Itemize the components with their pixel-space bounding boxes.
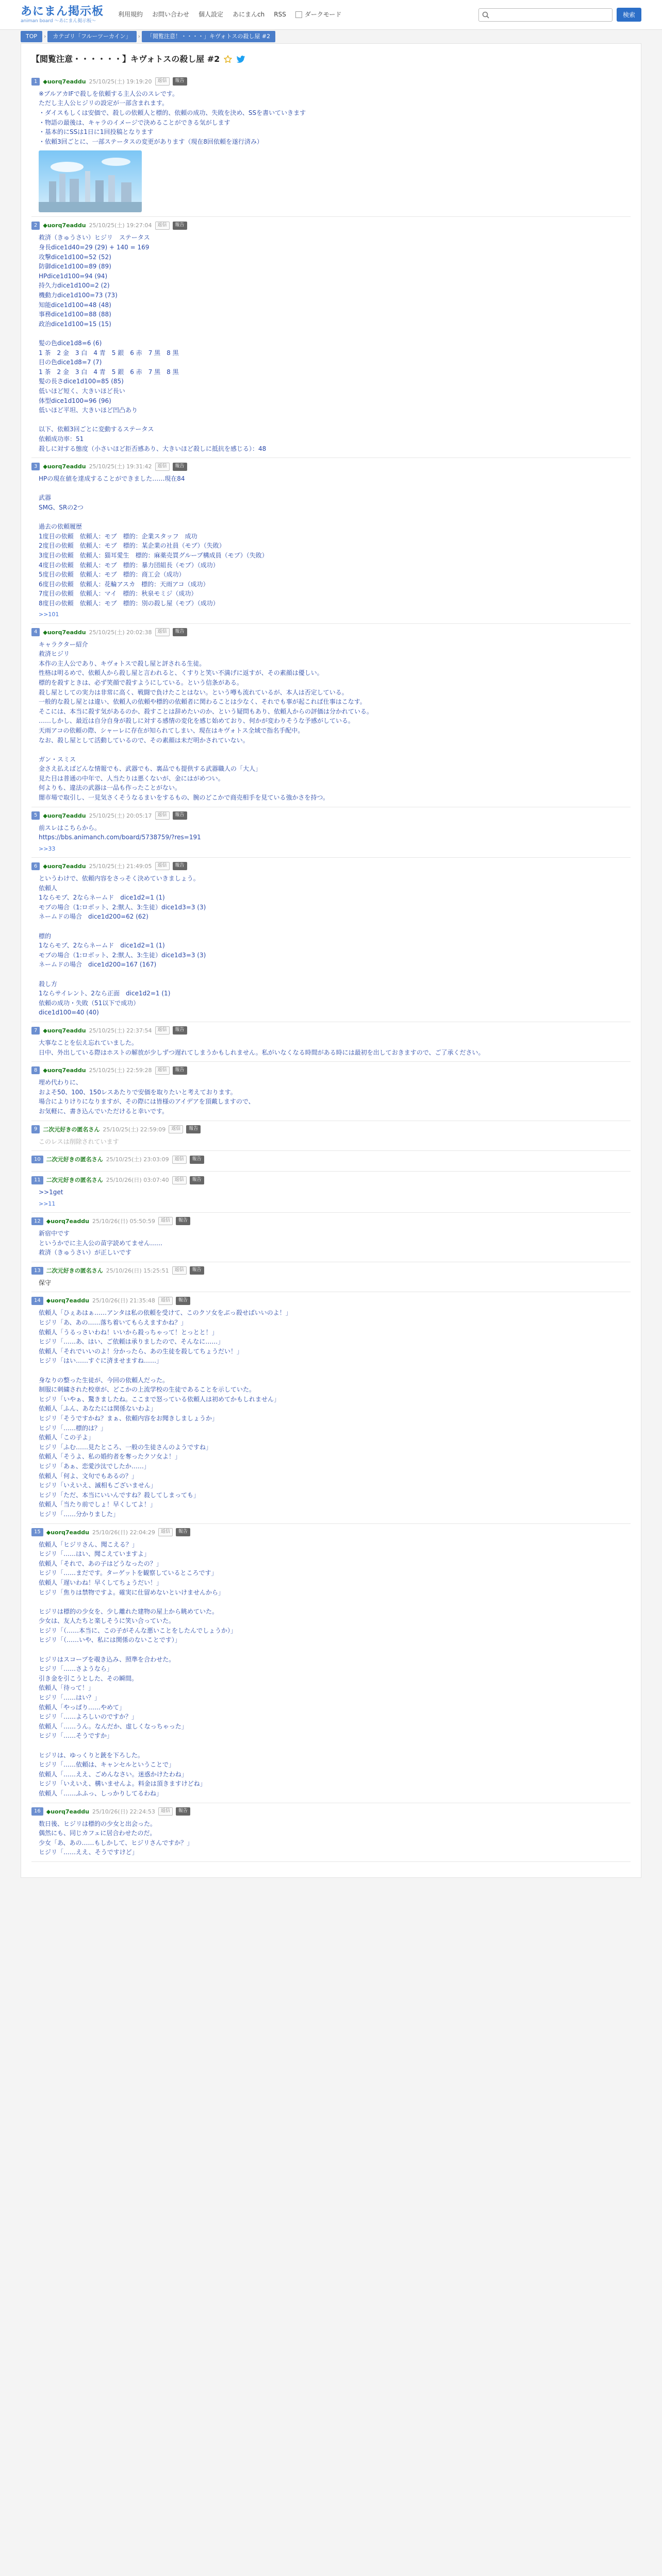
post-header: [31, 1155, 631, 1164]
report-button[interactable]: 報告: [176, 1807, 190, 1816]
search-input[interactable]: [492, 11, 609, 19]
report-button[interactable]: 報告: [176, 1528, 190, 1536]
breadcrumb-top[interactable]: TOP: [21, 31, 42, 42]
post-author: ◆uorq7eaddu: [43, 1027, 86, 1034]
nav-contact[interactable]: お問い合わせ: [152, 11, 190, 19]
post-author: ◆uorq7eaddu: [46, 1808, 89, 1815]
report-button[interactable]: 報告: [186, 1125, 201, 1133]
post-header: [31, 77, 631, 86]
post-body: 依頼人「ヒジリさん、聞こえる？」 ヒジリ「……はい、聞こえていますよ」 依頼人「それで、あの子はどうなったの？」 ヒジリ「……まだです。ターゲットを観察しているところです」 依頼人「遅いわね！早くしてちょうだい！」 ヒジリ「焦りは禁物ですよ。確実に仕留めないといけませんから」 ヒジリは標的の少女を、少し離れた建物の屋上から眺めていた。 少女は、友人たちと楽しそうに笑い合っていた。 ヒジリ「（……本当に、この子がそんな悪いことをしたんでしょうか）」 ヒジリ「（……いや、私には関係のないことです）」 ヒジリはスコープを覗き込み、照準を合わせた。 ヒジリ「……さようなら」 引き金を引こうとした、その瞬間。 依頼人「待って！」 ヒジリ「……はい？」 依頼人「やっぱり……やめて」 ヒジリ「……よろしいのですか？」 依頼人「……うん。なんだか、虚しくなっちゃった」 ヒジリ「……そうですか」 ヒジリは、ゆっくりと銃を下ろした。 ヒジリ「……依頼は、キャンセルということで」 依頼人「……ええ、ごめんなさい。迷惑かけたわね」 ヒジリ「いえいえ、構いませんよ。料金は頂きますけどね」 依頼人「……ふふっ、しっかりしてるわね」: [39, 1540, 237, 1797]
reply-button[interactable]: 返信: [158, 1217, 173, 1225]
post-body: ※ブルアカIFで殺しを依頼する主人公のスレです。 ただし主人公ヒジリの設定が一部含まれます。 ・ダイスもしくは安価で、殺しの依頼人と標的、依頼の成功、失敗を決め、SSを書いていきます ・物語の最後は、キャラのイメージで決めることができる気がします ・基本的にSSは1日に1回投稿となります ・依頼3回ごとに、一部ステータスの変更があります（現在8回依頼を遂行済み）: [39, 90, 306, 145]
report-button[interactable]: 報告: [173, 1066, 187, 1075]
post: [31, 1121, 631, 1151]
reply-button[interactable]: 返信: [172, 1156, 187, 1164]
post-date: 25/10/26(日) 05:50:59: [92, 1217, 155, 1225]
post-header: [31, 1066, 631, 1075]
favorite-star-icon[interactable]: [224, 55, 232, 63]
post-author: ◆uorq7eaddu: [43, 862, 86, 870]
post-body: 依頼人「ひぇあはぁ……アンタは私の依頼を受けて、このクソ女をぶっ殺せばいいのよ！」 ヒジリ「あ、あの……落ち着いてもらえますかね？」 依頼人「うるっさいわね！いいから殺っちゃって！とっとと！」 ヒジリ「……あ、はい、ご依頼は承りましたので、そんなに……」 依頼人「それでいいのよ！分かったら、あの生徒を殺してちょうだい！」 ヒジリ「はい……すぐに済ませますね……」 身なりの整った生徒が、今回の依頼人だった。 制服に刺繍された校章が、どこかの上流学校の生徒であることを示していた。 ヒジリ「いやぁ、驚きましたね。ここまで怒っている依頼人は初めてかもしれません」 依頼人「ふん、あなたには関係ないわよ」 ヒジリ「そうですかね？まぁ、依頼内容をお聞きしましょうか」 ヒジリ「……標的は？」 依頼人「この子よ」 ヒジリ「ふむ……見たところ、一般の生徒さんのようですね」 依頼人「そうよ、私の婚約者を奪ったクソ女よ！」 ヒジリ「あぁ、恋愛沙汰でしたか……」 依頼人「何よ、文句でもあるの？」 ヒジリ「いえいえ、滅相もございません」 ヒジリ「ただ、本当にいいんですね？殺してしまっても」 依頼人「当たり前でしょ！早くしてよ！」 ヒジリ「……分かりました」: [39, 1309, 292, 1518]
reply-button[interactable]: 返信: [158, 1297, 173, 1305]
post-date: 25/10/25(土) 19:27:04: [89, 222, 152, 229]
post: [31, 1062, 631, 1121]
dark-mode-toggle[interactable]: [295, 10, 342, 20]
reply-button[interactable]: 返信: [155, 1026, 170, 1035]
post-body: というわけで、依頼内容をさっそく決めていきましょう。 依頼人 1ならモブ、2ならネームド dice1d2=1 (1) モブの場合（1:ロボット、2:獣人、3:生徒）dice1d3=3 (3) ネームドの場合 dice1d200=62 (62) 標的 1ならモブ、2ならネームド dice1d2=1 (1) モブの場合（1:ロボット、2:獣人、3:生徒）dice1d3=3 (3) ネームドの場合 dice1d200=167 (167) 殺し方 1ならサイレント、2なら正面 dice1d2=1 (1) 依頼の成功・失敗（51以下で成功） dice1d100=40 (40): [39, 874, 206, 1016]
reply-anchor-link[interactable]: >>101: [39, 611, 59, 618]
post-number[interactable]: 10: [31, 1156, 43, 1164]
post: [31, 1172, 631, 1213]
post-author: ◆uorq7eaddu: [46, 1297, 89, 1304]
post-author: ◆uorq7eaddu: [46, 1529, 89, 1536]
post-image[interactable]: [39, 150, 142, 212]
report-button[interactable]: 報告: [173, 463, 187, 471]
post-author: ◆uorq7eaddu: [43, 629, 86, 636]
post-date: 25/10/25(土) 23:03:09: [106, 1156, 169, 1163]
thread-title: 【閲覧注意・・・・・・】キヴォトスの殺し屋 #2: [31, 54, 220, 64]
site-logo[interactable]: [21, 5, 104, 24]
post: [31, 1213, 631, 1262]
post-body: 新宿中です というかでに主人公の苗字読めてません…… 救済（きゅうさい）が正しいです: [39, 1229, 163, 1257]
post-author: 二次元好きの匿名さん: [46, 1177, 103, 1184]
post-header: [31, 811, 631, 820]
report-button[interactable]: 報告: [173, 628, 187, 636]
post-header: [31, 1125, 631, 1134]
reply-button[interactable]: 返信: [158, 1807, 173, 1816]
breadcrumb-separator-icon: ›: [44, 33, 46, 40]
post: [31, 458, 631, 623]
logo-text: あにまん掲示板: [21, 5, 104, 18]
post: [31, 1022, 631, 1062]
thread-container: [21, 43, 641, 1878]
report-button[interactable]: 報告: [190, 1266, 204, 1275]
post-body: 保守: [39, 1279, 52, 1286]
post-author: ◆uorq7eaddu: [43, 78, 86, 85]
post-author: 二次元好きの匿名さん: [46, 1267, 103, 1274]
reply-button[interactable]: 返信: [158, 1528, 173, 1536]
nav-terms[interactable]: 利用規約: [118, 11, 143, 19]
post-header: [31, 1176, 631, 1184]
search-button[interactable]: 検索: [617, 8, 641, 22]
report-button[interactable]: 報告: [176, 1217, 190, 1225]
post-header: [31, 221, 631, 230]
post-number[interactable]: 15: [31, 1528, 43, 1536]
post-number[interactable]: 7: [31, 1027, 40, 1035]
post: [31, 1262, 631, 1293]
post-header: [31, 1528, 631, 1537]
post-body: >>1get: [39, 1189, 63, 1196]
post-date: 25/10/25(土) 21:49:05: [89, 862, 152, 870]
report-button[interactable]: 報告: [190, 1156, 204, 1164]
reply-button[interactable]: 返信: [155, 628, 170, 636]
post-date: 25/10/25(土) 20:02:38: [89, 629, 152, 636]
post-body: HPの現在値を達成することができました……現在84 武器 SMG、SRの2つ 過去の依頼履歴 1度目の依頼 依頼人：モブ 標的：企業スタッフ 成功 2度目の依頼 依頼人：モブ 標的：某企業の社員（モブ）（失敗） 3度目の依頼 依頼人：猫耳愛生 標的：麻薬売買グループ構成員（モブ）（失敗） 4度目の依頼 依頼人：モブ 標的：暴力団組長（モブ）（成功） 5度目の依頼 依頼人：モブ 標的：商工会（成功） 6度目の依頼 依頼人：花輪アスカ 標的：天雨アコ（成功） 7度目の依頼 依頼人：マイ 標的：秋泉モミジ（成功） 8度目の依頼 依頼人：モブ 標的：別の殺し屋（モブ）（成功）: [39, 475, 268, 607]
breadcrumb-category[interactable]: カテゴリ「フルーツーカイン」: [47, 31, 136, 42]
search-box: [478, 8, 613, 22]
post-date: 25/10/25(土) 20:05:17: [89, 812, 152, 819]
breadcrumb: [0, 30, 662, 43]
post-number[interactable]: 9: [31, 1125, 40, 1133]
reply-anchor-link[interactable]: >>33: [39, 845, 56, 852]
report-button[interactable]: 報告: [173, 77, 187, 86]
post: [31, 1524, 631, 1803]
post-number[interactable]: 4: [31, 628, 40, 636]
reply-button[interactable]: 返信: [169, 1125, 183, 1133]
post-number[interactable]: 8: [31, 1066, 40, 1075]
reply-button[interactable]: 返信: [155, 811, 170, 820]
post: [31, 858, 631, 1022]
post-number[interactable]: 2: [31, 222, 40, 230]
post-header: [31, 862, 631, 871]
reply-button[interactable]: 返信: [172, 1176, 187, 1184]
post: [31, 1292, 631, 1523]
post: [31, 1151, 631, 1172]
post-date: 25/10/26(日) 15:25:51: [106, 1267, 169, 1274]
breadcrumb-separator-icon: ›: [138, 33, 140, 40]
post-author: 二次元好きの匿名さん: [43, 1126, 100, 1133]
report-button[interactable]: 報告: [173, 222, 187, 230]
twitter-share-icon[interactable]: [236, 56, 245, 63]
dark-mode-label: ダークモード: [304, 11, 342, 19]
dark-mode-checkbox[interactable]: [295, 11, 302, 18]
thread-title-row: [31, 53, 631, 66]
post: [31, 1803, 631, 1862]
post-list: [31, 73, 631, 1862]
reply-anchor-link[interactable]: >>11: [39, 1200, 56, 1207]
post-author: ◆uorq7eaddu: [43, 1067, 86, 1074]
report-button[interactable]: 報告: [176, 1297, 190, 1305]
top-nav: [118, 10, 286, 20]
post-header: [31, 1026, 631, 1035]
report-button[interactable]: 報告: [173, 811, 187, 820]
post-date: 25/10/25(土) 19:19:20: [89, 78, 152, 85]
post-number[interactable]: 14: [31, 1297, 43, 1305]
post-date: 25/10/26(日) 21:35:48: [92, 1297, 155, 1304]
post-deleted-message: このレスは削除されています: [39, 1138, 119, 1145]
post-header: [31, 1217, 631, 1226]
reply-button[interactable]: 返信: [155, 222, 170, 230]
report-button[interactable]: 報告: [173, 862, 187, 870]
reply-button[interactable]: 返信: [155, 862, 170, 870]
post: [31, 807, 631, 858]
reply-button[interactable]: 返信: [155, 77, 170, 86]
report-button[interactable]: 報告: [190, 1176, 204, 1184]
post-date: 25/10/25(土) 22:59:09: [103, 1126, 166, 1133]
nav-rss[interactable]: RSS: [274, 11, 286, 19]
post-number[interactable]: 1: [31, 78, 40, 86]
breadcrumb-thread[interactable]: 「閲覧注意！・・・・」キヴォトスの殺し屋 #2: [142, 31, 275, 42]
post-number[interactable]: 13: [31, 1267, 43, 1275]
post-date: 25/10/26(日) 22:24:53: [92, 1808, 155, 1815]
post-body: 数日後、ヒジリは標的の少女と出会った。 偶然にも、同じカフェに居合わせたのだ。 少女「あ、あの……もしかして、ヒジリさんですか？」 ヒジリ「……ええ、そうですけど」: [39, 1820, 193, 1856]
post-author: ◆uorq7eaddu: [43, 463, 86, 470]
logo-subtext: animan board ～あにまん掲示板～: [21, 19, 96, 24]
reply-button[interactable]: 返信: [155, 1066, 170, 1075]
post-number[interactable]: 11: [31, 1176, 43, 1184]
reply-button[interactable]: 返信: [172, 1266, 187, 1275]
post-author: ◆uorq7eaddu: [43, 812, 86, 819]
report-button[interactable]: 報告: [173, 1026, 187, 1035]
post-date: 25/10/26(日) 22:04:29: [92, 1529, 155, 1536]
post-author: ◆uorq7eaddu: [43, 222, 86, 229]
post-header: [31, 1266, 631, 1275]
site-header: [0, 0, 662, 30]
post-body: 前スレはこちらから。 https://bbs.animanch.com/board/5738759/?res=191: [39, 824, 201, 841]
post-date: 25/10/26(日) 03:07:40: [106, 1177, 169, 1184]
post-body: 救済（きゅうさい）ヒジリ ステータス 身長dice1d40=29 (29) + 140 = 169 攻撃dice1d100=52 (52) 防御dice1d100=89 (89) HPdice1d100=94 (94) 持久力dice1d100=2 (2) 機動力dice1d100=73 (73) 知能dice1d100=48 (48) 事務dice1d100=88 (88) 政治dice1d100=15 (15) 髪の色dice1d8=6 (6) 1 茶 2 金 3 白 4 青 5 銀 6 赤 7 黒 8 黒 目の色dice1d8=7 (7) 1 茶 2 金 3 白 4 青 5 銀 6 赤 7 黒 8 黒 髪の長さdice1d100=85 (85) 低いほど短く、大きいほど長い 体型dice1d100=96 (96) 低いほど平坦、大きいほど凹凸あり 以下、依頼3回ごとに変動するステータス 依頼成功率：51 殺しに対する態度（小さいほど拒否感あり、大きいほど殺しに抵抗を感じる）：48: [39, 234, 267, 452]
post-number[interactable]: 3: [31, 463, 40, 471]
search-icon: [482, 11, 489, 19]
post: [31, 624, 631, 807]
post-body: キャラクター紹介 救済ヒジリ 本作の主人公であり、キヴォトスで殺し屋と評される生徒。 性格は明るめで、依頼人から殺し屋と言われると、くすりと笑い不満げに返すが、その素顔は優しい。 標的を殺すときは、必ず笑顔で殺すようにしている。という信条がある。 殺し屋としての実力は非常に高く、戦闘で負けたことはない。という噂も流れているが、本人は否定している。 一般的な殺し屋とは違い、依頼人の依頼や標的の依頼者に関わることは少なく、それでも事が起これば仕事はこなす。 そこには、本当に殺す気があるのか、殺すことは辞めたいのか、という疑問もあり、依頼人からの評価は分かれている。 ……しかし、最近は自分自身が殺しに対する感情の変化を感じ始めており、何かが変わりそうな予感がしている。 天雨アコの依頼の際、シャーレに存在が知られてしまい、現在はキヴォトス全域で指名手配中。 なお、殺し屋として活動しているので、その素顔は未だ明かされていない。 ガン・スミス 金さえ払えばどんな情報でも、武器でも、裏品でも提供する武器職人の「大人」 見た目は普通の中年で、人当たりは悪くないが、金にはがめつい。 何よりも、違法の武器は一品も作ったことがない。 闇市場で取引し、一見気さくそうなるまいをするもの、腕のどこかで商売相手を見ている強かさを持つ。: [39, 640, 373, 802]
reply-button[interactable]: 返信: [155, 463, 170, 471]
post-date: 25/10/25(土) 22:37:54: [89, 1027, 152, 1034]
post-date: 25/10/25(土) 22:59:28: [89, 1067, 152, 1074]
post: [31, 73, 631, 217]
post-header: [31, 462, 631, 471]
post-header: [31, 628, 631, 637]
nav-animanch[interactable]: あにまんch: [233, 11, 265, 19]
post-author: 二次元好きの匿名さん: [46, 1156, 103, 1163]
post-number[interactable]: 16: [31, 1807, 43, 1816]
post-number[interactable]: 5: [31, 811, 40, 820]
post-number[interactable]: 12: [31, 1217, 43, 1226]
post-body: 埋め代わりに、 およそ50、100、150レスあたりで安価を取りたいと考えております。 場合によりけりになりますが、その際には皆様のアイデアを頂戴しますので、 お気軽に、書き込んでいただけると幸いです。: [39, 1079, 255, 1115]
post-body: 大事なことを伝え忘れていました。 日中、外出している際はホストの解放が少しずつ遅れてしまうかもしれません。私がいなくなる時間がある時には最初を出しておきますので、ご了承ください。: [39, 1039, 485, 1056]
post-author: ◆uorq7eaddu: [46, 1217, 89, 1225]
post-header: [31, 1296, 631, 1305]
post-number[interactable]: 6: [31, 862, 40, 871]
post-header: [31, 1807, 631, 1816]
nav-settings[interactable]: 個人設定: [198, 11, 224, 19]
post-date: 25/10/25(土) 19:31:42: [89, 463, 152, 470]
search-area: [478, 8, 641, 22]
post: [31, 217, 631, 458]
